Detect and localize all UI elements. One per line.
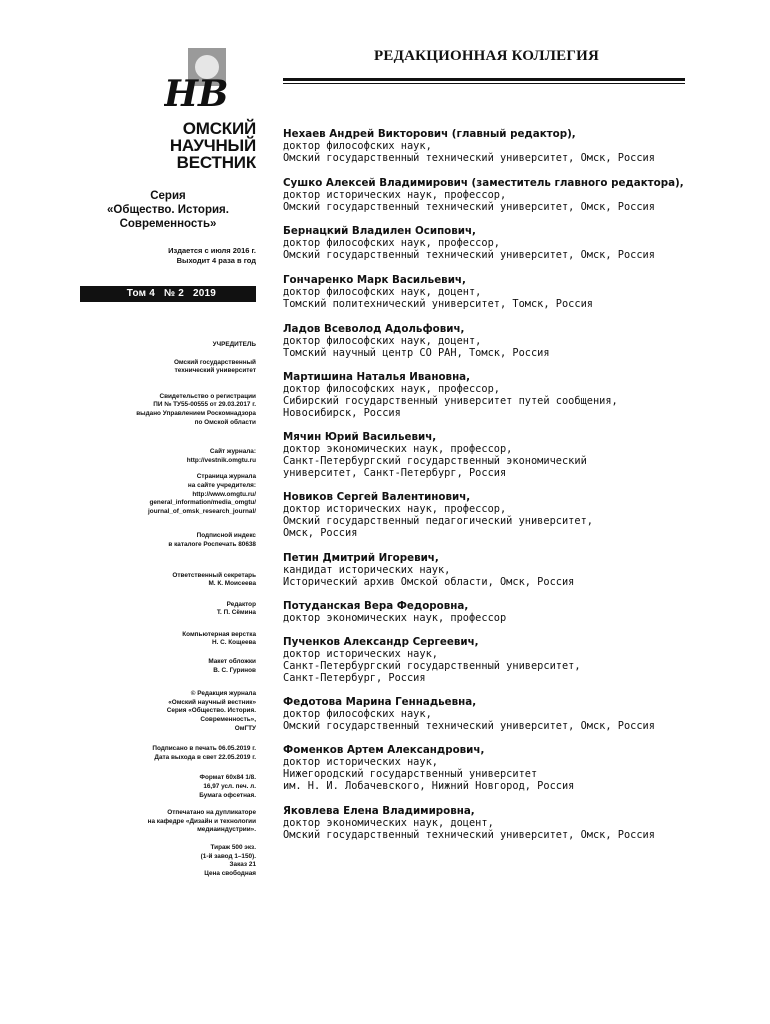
series-line: Современность» <box>119 218 217 230</box>
member-detail-line: доктор экономических наук, профессор <box>283 612 507 624</box>
member-detail-line: доктор философских наук, <box>283 708 432 720</box>
meta-line: «Омский научный вестник» <box>168 698 256 706</box>
meta-line: Серия «Общество. История. <box>166 707 256 715</box>
member-detail-line: Нижегородский государственный университет <box>283 768 538 780</box>
meta-line: Страница журнала <box>196 473 256 481</box>
member-detail-line: Санкт-Петербург, Россия <box>283 672 426 684</box>
board-member <box>283 323 693 359</box>
meta-line: Сайт журнала: <box>209 448 256 456</box>
member-detail-line: доктор исторических наук, профессор, <box>283 503 507 515</box>
member-name: Мартишина Наталья Ивановна, <box>283 371 471 383</box>
meta-line: Н. С. Кощеева <box>211 639 256 647</box>
member-detail-line: Санкт-Петербургский государственный университет, <box>283 660 581 672</box>
meta-line: на кафедре «Дизайн и технологии <box>147 817 256 825</box>
board-member <box>283 636 693 684</box>
member-detail-line: Томский научный центр СО РАН, Томск, Россия <box>283 347 550 359</box>
member-detail-line: доктор философских наук, доцент, <box>283 286 482 298</box>
registration-info <box>80 393 256 427</box>
meta-line: Т. П. Сёмина <box>216 609 256 617</box>
layout-designer <box>80 631 256 648</box>
editorial-board-list <box>283 116 693 841</box>
board-member <box>283 805 693 841</box>
board-member <box>283 371 693 419</box>
series-line: «Общество. История. <box>107 204 229 216</box>
board-member <box>283 696 693 732</box>
member-name: Гончаренко Марк Васильевич, <box>283 274 466 286</box>
meta-line: В. С. Гуринов <box>213 666 256 674</box>
meta-line: Цена свободная <box>204 869 256 877</box>
member-detail-line: Омский государственный технический университет, Омск, Россия <box>283 720 655 732</box>
member-detail-line: Омский государственный технический университет, Омск, Россия <box>283 152 655 164</box>
meta-line: 16,97 усл. печ. л. <box>203 783 256 790</box>
member-detail-line: университет, Санкт-Петербург, Россия <box>283 467 507 479</box>
member-detail-line: доктор экономических наук, профессор, <box>283 443 513 455</box>
board-member <box>283 431 693 479</box>
meta-line: Формат 60х84 1/8. <box>199 774 256 782</box>
journal-site-link[interactable]: http://vestnik.omgtu.ru <box>186 456 256 464</box>
member-detail-line: доктор философских наук, профессор, <box>283 383 500 395</box>
meta-line: Тираж 500 экз. <box>210 843 256 851</box>
copyright <box>80 690 256 733</box>
board-member <box>283 552 693 588</box>
meta-line: выдано Управлением Роскомнадзора <box>136 409 256 417</box>
member-detail-line: Санкт-Петербургский государственный экономический <box>283 455 587 467</box>
member-name: Сушко Алексей Владимирович (заместитель главного редактора), <box>283 177 684 189</box>
member-detail-line: доктор исторических наук, <box>283 756 438 768</box>
board-member <box>283 491 693 539</box>
journal-site <box>80 448 256 465</box>
member-detail-line: доктор философских наук, профессор, <box>283 237 500 249</box>
journal-title <box>80 120 256 171</box>
member-detail-line: доктор философских наук, <box>283 140 432 152</box>
meta-line: М. К. Моисеева <box>208 580 256 588</box>
founder-page-link[interactable]: journal_of_omsk_research_journal/ <box>148 507 256 515</box>
meta-line: Отпечатано на дупликаторе <box>167 809 256 817</box>
founder-page-link[interactable]: http://www.omgtu.ru/ <box>192 490 256 498</box>
member-name: Ладов Всеволод Адольфович, <box>283 323 465 335</box>
board-member <box>283 225 693 261</box>
publication-frequency: Выходит 4 раза в год <box>176 256 256 265</box>
journal-sidebar <box>80 48 256 878</box>
member-name: Яковлева Елена Владимировна, <box>283 805 475 817</box>
member-detail-line: Новосибирск, Россия <box>283 407 401 419</box>
member-detail-line: им. Н. И. Лобачевского, Нижний Новгород, Россия <box>283 780 575 792</box>
publication-info <box>80 246 256 266</box>
member-name: Мячин Юрий Васильевич, <box>283 431 437 443</box>
board-member <box>283 744 693 792</box>
print-run <box>80 844 256 878</box>
page-title: РЕДАКЦИОННАЯ КОЛЛЕГИЯ <box>374 48 599 64</box>
meta-line: Подписано в печать 06.05.2019 г. <box>152 745 256 753</box>
meta-line: Заказ 21 <box>229 861 256 869</box>
member-detail-line: доктор философских наук, доцент, <box>283 335 482 347</box>
board-member <box>283 274 693 310</box>
member-detail-line: Омский государственный технический университет, Омск, Россия <box>283 201 655 213</box>
member-detail-line: Омский государственный технический университет, Омск, Россия <box>283 829 655 841</box>
member-name: Пученков Александр Сергеевич, <box>283 636 479 648</box>
editor <box>80 601 256 618</box>
meta-line: Свидетельство о регистрации <box>159 392 256 400</box>
member-detail-line: Омск, Россия <box>283 527 358 539</box>
member-detail-line: Омский государственный технический университет, Омск, Россия <box>283 249 655 261</box>
journal-title-line: ОМСКИЙ <box>182 119 256 138</box>
logo-letters <box>164 64 234 112</box>
founder-page <box>80 473 256 516</box>
member-name: Потуданская Вера Федоровна, <box>283 600 469 612</box>
board-member <box>283 128 693 164</box>
member-detail-line: Исторический архив Омской области, Омск, Россия <box>283 576 575 588</box>
member-name: Федотова Марина Геннадьевна, <box>283 696 477 708</box>
meta-line: Бумага офсетная. <box>199 791 256 799</box>
board-member <box>283 177 693 213</box>
member-name: Нехаев Андрей Викторович (главный редактор), <box>283 128 576 140</box>
meta-line: по Омской области <box>194 418 256 426</box>
volume-issue-bar: Том 4 № 2 2019 <box>80 286 256 302</box>
meta-line: Подписной индекс <box>196 532 256 540</box>
journal-title-line: НАУЧНЫЙ <box>169 136 256 155</box>
board-member <box>283 600 693 624</box>
meta-line: Компьютерная верстка <box>182 630 256 638</box>
meta-line: в каталоге Роспечать 80638 <box>168 540 256 548</box>
meta-line: на сайте учредителя: <box>187 481 256 489</box>
cover-designer <box>80 658 256 675</box>
series-line: Серия <box>150 190 186 202</box>
member-detail-line: Томский политехнический университет, Томск, Россия <box>283 298 593 310</box>
founder-org <box>80 359 256 376</box>
member-detail-line: Сибирский государственный университет путей сообщения, <box>283 395 618 407</box>
member-name: Фоменков Артем Александрович, <box>283 744 485 756</box>
journal-logo <box>164 48 244 112</box>
meta-line: технический университет <box>174 367 256 375</box>
member-detail-line: доктор исторических наук, <box>283 648 438 660</box>
founder-page-link[interactable]: general_information/media_omgtu/ <box>149 499 256 507</box>
header-rule-thick <box>283 78 685 81</box>
member-detail-line: Омский государственный педагогический университет, <box>283 515 593 527</box>
subscription-index <box>80 532 256 549</box>
print-format <box>80 774 256 800</box>
print-dates <box>80 745 256 762</box>
meta-line: Современность», <box>200 716 256 724</box>
meta-line: ПИ № ТУ55-00555 от 29.03.2017 г. <box>153 401 256 409</box>
meta-line: Макет обложки <box>208 658 256 666</box>
page-header <box>283 48 685 84</box>
member-detail-line: доктор экономических наук, доцент, <box>283 817 494 829</box>
meta-line: (1-й завод 1–150). <box>200 852 256 860</box>
header-rule-thin <box>283 83 685 84</box>
founder-label: УЧРЕДИТЕЛЬ <box>212 341 256 348</box>
meta-line: © Редакция журнала <box>190 690 256 698</box>
printed-on-duplicator <box>80 809 256 835</box>
published-since: Издается с июля 2016 г. <box>168 246 256 255</box>
executive-secretary <box>80 572 256 589</box>
meta-line: Дата выхода в свет 22.05.2019 г. <box>154 753 256 761</box>
journal-title-line: ВЕСТНИК <box>176 153 256 172</box>
meta-line: Омский государственный <box>173 358 256 366</box>
svg-text:НВ: НВ <box>164 73 229 112</box>
meta-line: медиаиндустрии». <box>197 826 256 834</box>
member-name: Новиков Сергей Валентинович, <box>283 491 471 503</box>
meta-line: ОмГТУ <box>234 724 256 732</box>
member-detail-line: кандидат исторических наук, <box>283 564 451 576</box>
member-detail-line: доктор исторических наук, профессор, <box>283 189 507 201</box>
meta-line: Редактор <box>226 600 256 608</box>
meta-line: Ответственный секретарь <box>172 571 256 579</box>
series-title <box>80 189 256 231</box>
member-name: Бернацкий Владилен Осипович, <box>283 225 476 237</box>
member-name: Петин Дмитрий Игоревич, <box>283 552 439 564</box>
